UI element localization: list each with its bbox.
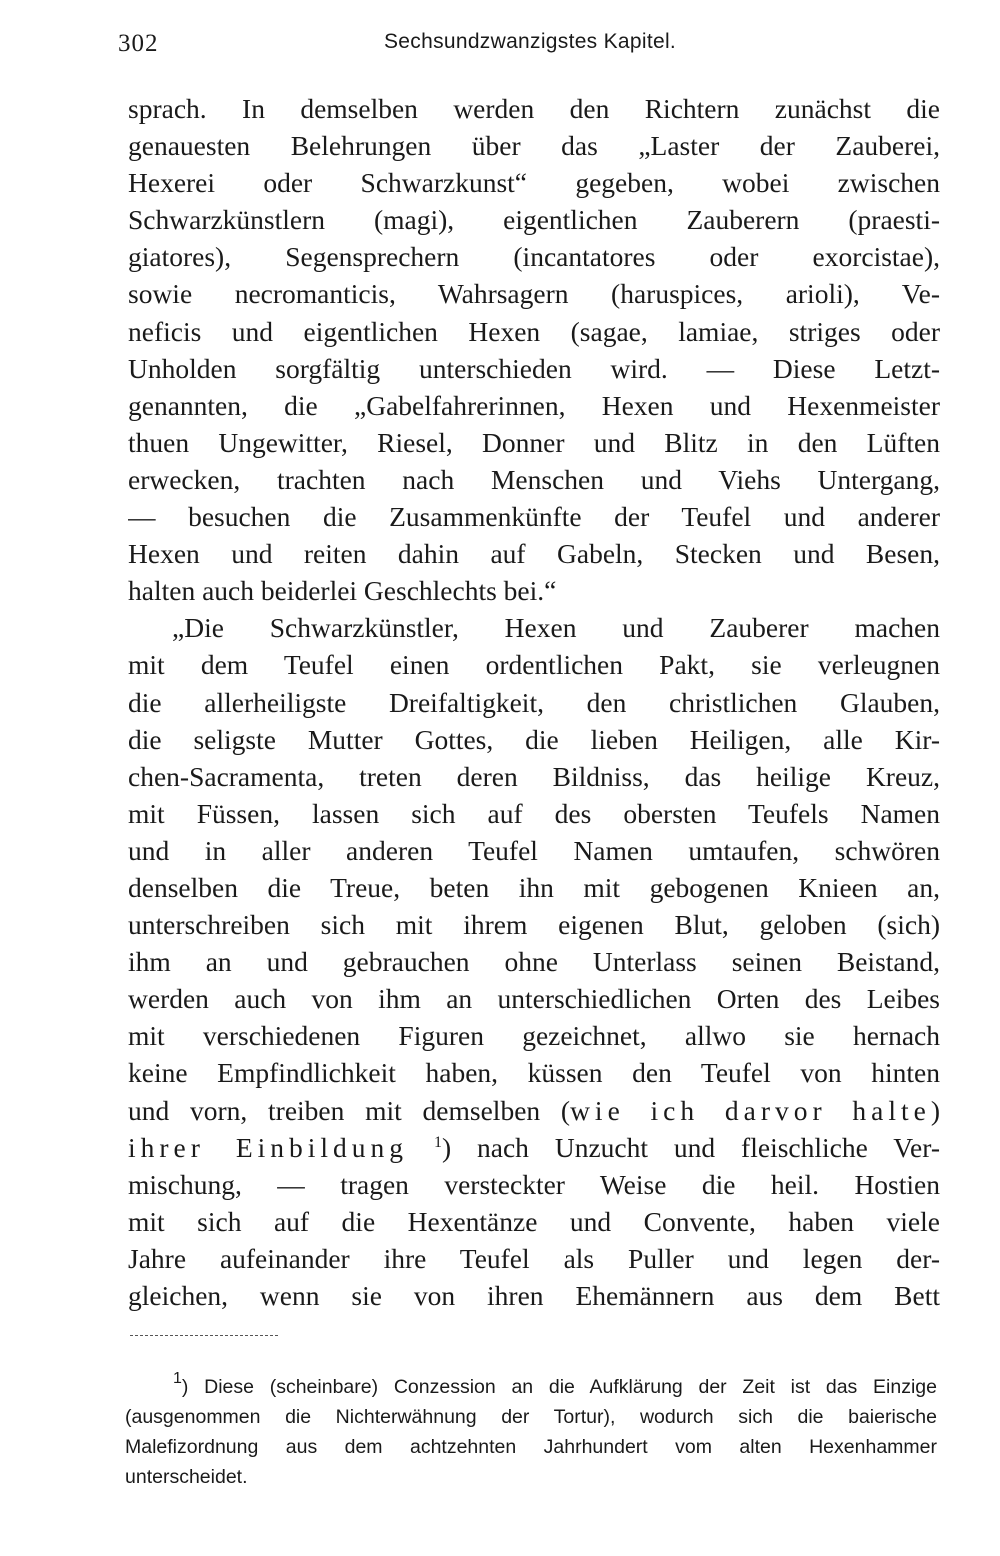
text-line: Schwarzkünstlern (magi), eigentlichen Zauberern (praesti- bbox=[128, 204, 940, 236]
text-line: und in aller anderen Teufel Namen umtaufen, schwören bbox=[128, 834, 940, 866]
body-text bbox=[128, 90, 940, 1314]
footnote-reference[interactable]: 1 bbox=[433, 1133, 442, 1151]
text-line: gleichen, wenn sie von ihren Ehemännern aus dem Bett bbox=[128, 1280, 940, 1311]
text-line-with-spaced-emphasis bbox=[128, 1092, 940, 1129]
text-line: — besuchen die Zusammenkünfte der Teufel und anderer bbox=[128, 501, 940, 533]
text-line: die seligste Mutter Gottes, die lieben Heiligen, alle Kir- bbox=[128, 723, 940, 755]
footnote-line: unterscheidet. bbox=[125, 1466, 248, 1488]
running-head: Sechsundzwanzigstes Kapitel. bbox=[384, 30, 677, 53]
text-line: mit dem Teufel einen ordentlichen Pakt, sie verleugnen bbox=[128, 649, 940, 681]
footnote-line: (ausgenommen die Nichterwähnung der Tortur), wodurch sich die baierische bbox=[125, 1406, 937, 1428]
text-line: genauesten Belehrungen über das „Laster der Zauberei, bbox=[128, 130, 940, 162]
text-line: keine Empfindlichkeit haben, küssen den Teufel von hinten bbox=[128, 1057, 940, 1089]
page-header bbox=[0, 30, 1000, 66]
page-number: 302 bbox=[118, 30, 159, 57]
text-line: mit sich auf die Hexentänze und Convente, haben viele bbox=[128, 1205, 940, 1237]
text-line: die allerheiligste Dreifaltigkeit, den christlichen Glauben, bbox=[128, 686, 940, 718]
footnote-marker: 1 bbox=[173, 1372, 182, 1387]
text-line: Hexerei oder Schwarzkunst“ gegeben, wobei zwischen bbox=[128, 167, 940, 199]
text-line: unterschreiben sich mit ihrem eigenen Blut, geloben (sich) bbox=[128, 909, 940, 941]
text-line: giatores), Segensprechern (incantatores oder exorcistae), bbox=[128, 241, 940, 273]
footnote-text: ) Diese (scheinbare) Conzession an die Aufklärung der Zeit ist das Einzige bbox=[181, 1376, 937, 1398]
text-line: genannten, die „Gabelfahrerinnen, Hexen und Hexenmeister bbox=[128, 389, 940, 421]
text-line: Hexen und reiten dahin auf Gabeln, Stecken und Besen, bbox=[128, 538, 940, 570]
text-line: thuen Ungewitter, Riesel, Donner und Blitz in den Lüften bbox=[128, 426, 940, 458]
text-line-paragraph-start: „Die Schwarzkünstler, Hexen und Zauberer machen bbox=[172, 612, 940, 644]
footnote-line: Malefizordnung aus dem achtzehnten Jahrhundert vom alten Hexenhammer bbox=[125, 1436, 937, 1458]
text-line: sowie necromanticis, Wahrsagern (haruspices, arioli), Ve- bbox=[128, 278, 940, 310]
text-line: neficis und eigentlichen Hexen (sagae, lamiae, striges oder bbox=[128, 315, 940, 347]
text-fragment: ) nach Unzucht und fleischliche Ver- bbox=[441, 1131, 940, 1163]
text-line: denselben die Treue, beten ihn mit gebogenen Knieen an, bbox=[128, 871, 940, 903]
text-fragment: ) bbox=[930, 1094, 940, 1126]
text-fragment: und vorn, treiben mit demselben ( bbox=[128, 1094, 571, 1126]
footnote-separator bbox=[130, 1335, 278, 1336]
text-line: mit verschiedenen Figuren gezeichnet, allwo sie hernach bbox=[128, 1020, 940, 1052]
text-line: Unholden sorgfältig unterschieden wird. — Diese Letzt- bbox=[128, 352, 940, 384]
text-line: sprach. In demselben werden den Richtern zunächst die bbox=[128, 93, 940, 124]
text-line: halten auch beiderlei Geschlechts bei.“ bbox=[128, 575, 557, 607]
text-line: mit Füssen, lassen sich auf des obersten Teufels Namen bbox=[128, 797, 940, 829]
footnote bbox=[125, 1372, 937, 1492]
text-line: ihm an und gebrauchen ohne Unterlass seinen Beistand, bbox=[128, 946, 940, 978]
text-line: Jahre aufeinander ihre Teufel als Puller und legen der- bbox=[128, 1242, 940, 1274]
text-line: chen-Sacramenta, treten deren Bildniss, das heilige Kreuz, bbox=[128, 760, 940, 792]
text-line-with-footnote-ref bbox=[128, 1129, 940, 1166]
text-line: erwecken, trachten nach Menschen und Viehs Untergang, bbox=[128, 463, 940, 495]
text-line: mischung, — tragen versteckter Weise die heil. Hostien bbox=[128, 1168, 940, 1200]
footnote-line bbox=[125, 1372, 937, 1402]
text-line: werden auch von ihm an unterschiedlichen Orten des Leibes bbox=[128, 983, 940, 1015]
spaced-emphasis: wie ich darvor halte bbox=[570, 1094, 931, 1126]
spaced-emphasis: ihrer Einbildung bbox=[128, 1131, 409, 1163]
